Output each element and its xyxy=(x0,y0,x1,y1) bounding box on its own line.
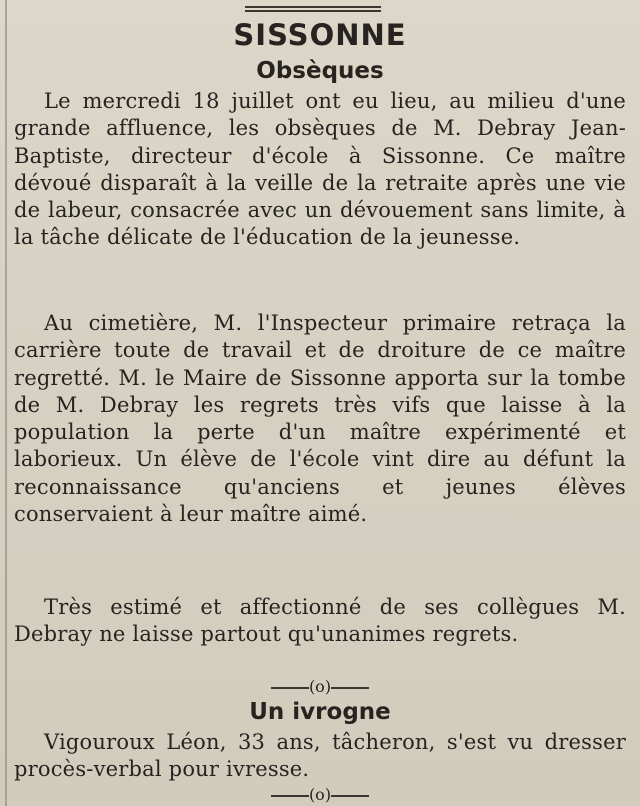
separator-dash xyxy=(271,687,309,689)
separator-mark: (o) xyxy=(308,785,332,804)
top-double-rule xyxy=(245,6,381,12)
separator-dash xyxy=(271,795,309,797)
article-paragraph: Au cimetière, M. l'Inspecteur primaire retraça la carrière toute de travail et de droiture de ce maître regretté. M. le Maire de Sissonne apporta sur la tombe de M. Debray les regrets très vifs que laisse à la population la perte d'un maître expérimenté et laborieux. Un élève de l'école vint dire au défunt la reconnaissance qu'anciens et jeunes élèves conservaient à leur maître aimé. xyxy=(14,311,626,527)
separator-mark: (o) xyxy=(308,677,332,696)
article-paragraph: Vigouroux Léon, 33 ans, tâcheron, s'est vu dresser procès-verbal pour ivresse. xyxy=(14,730,626,782)
section-separator xyxy=(0,677,640,696)
headline-obseques: Obsèques xyxy=(256,58,384,84)
article-paragraph: Le mercredi 18 juillet ont eu lieu, au milieu d'une grande affluence, les obsèques de M. Debray Jean-Baptiste, directeur d'école à Sissonne. Ce maître dévoué disparaît à la veille de la retraite après une vie de labeur, consacrée avec un dévouement sans limite, à la tâche délicate de l'éducation de la jeunesse. xyxy=(14,89,626,250)
separator-dash xyxy=(331,795,369,797)
headline-ivrogne: Un ivrogne xyxy=(249,699,391,725)
town-heading: SISSONNE xyxy=(233,18,407,52)
article-paragraph: Très estimé et affectionné de ses collègues M. Debray ne laisse partout qu'unanimes regrets. xyxy=(14,595,626,647)
separator-dash xyxy=(331,687,369,689)
section-separator xyxy=(0,785,640,804)
